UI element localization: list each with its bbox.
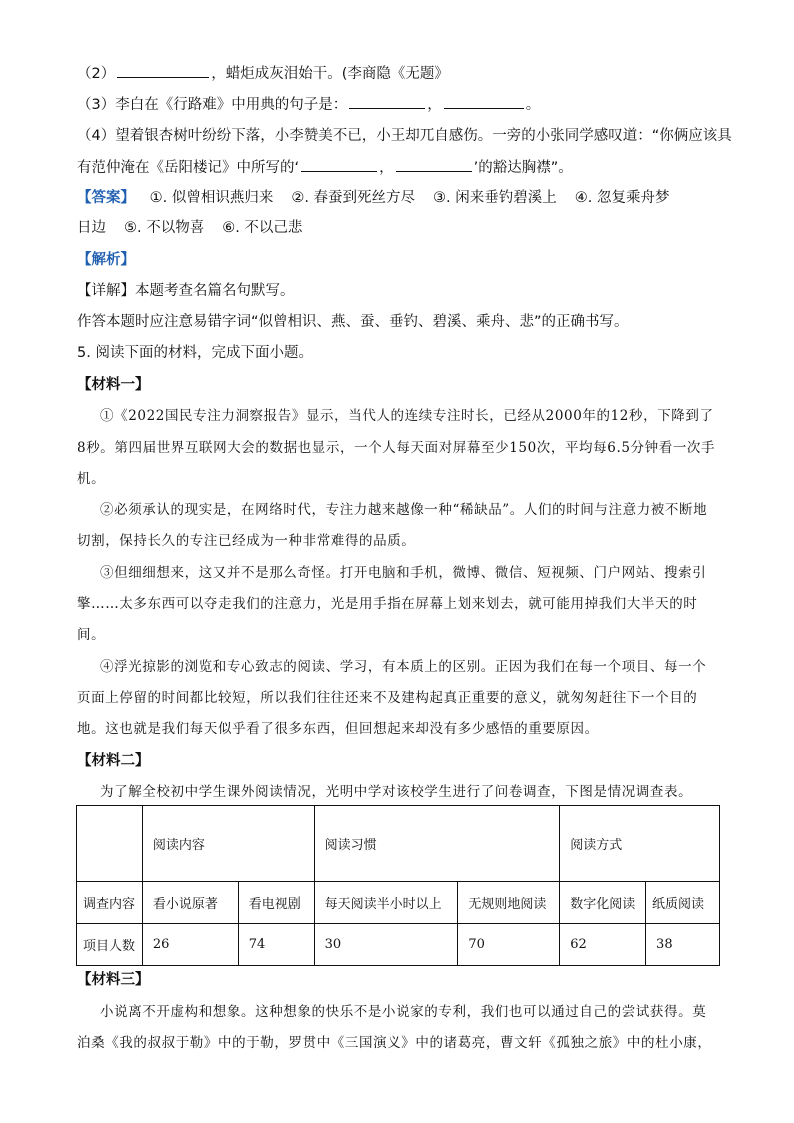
material-1-line-5: 切割，保持长久的专注已经成为一种非常难得的品质。 [77, 533, 416, 549]
question-2-number: （2） [77, 66, 116, 82]
answer-item-3: ③. 闲来垂钓碧溪上 [433, 190, 557, 206]
material-1-line-6: ③但细细想来，这又并不是那么奇怪。打开电脑和手机，微博、微信、短视频、门户网站、搜索引 [100, 565, 707, 581]
question-3-separator: ， [427, 97, 442, 113]
question-3-end: 。 [525, 97, 541, 113]
table-subheader: 数字化阅读 [560, 882, 646, 924]
answer-blank-4[interactable] [301, 157, 377, 172]
material-1-line-3: 机。 [77, 471, 106, 487]
question-4-text-a: 有范仲淹在《岳阳楼记》中所写的‘ [77, 160, 300, 176]
question-4-separator: ， [379, 160, 394, 176]
table-cell: 74 [238, 924, 314, 966]
question-4-line-1: （4）望着银杏树叶纷纷下落，小李赞美不已，小王却兀自感伤。一旁的小张同学感叹道：“你俩应该具 [77, 128, 732, 144]
answer-item-5: ⑤. 不以物喜 [124, 220, 205, 236]
answer-blank-2[interactable] [349, 94, 425, 109]
answer-blank-3[interactable] [444, 94, 524, 109]
answer-line-1 [77, 188, 727, 208]
answer-item-6: ⑥. 不以己悲 [222, 220, 303, 236]
question-3-line [77, 94, 727, 115]
answer-line-2 [77, 218, 727, 238]
question-3-number: （3） [77, 97, 116, 113]
table-row-label: 项目人数 [77, 924, 143, 966]
analysis-label: 【解析】 [77, 252, 135, 268]
table-cell: 70 [458, 924, 560, 966]
analysis-detail: 【详解】本题考查名篇名句默写。 [77, 283, 295, 299]
material-2-title: 【材料二】 [77, 753, 150, 769]
question-4-text-b: ’的豁达胸襟”。 [473, 160, 573, 176]
material-1-line-9: ④浮光掠影的浏览和专心致志的阅读、学习，有本质上的区别。正因为我们在每一个项目、每一个 [100, 659, 707, 675]
material-1-line-10: 页面上停留的时间都比较短，所以我们往往还来不及建构起真正重要的意义，就匆匆赶往下一个目的 [77, 690, 698, 706]
question-3-text: 李白在《行路难》中用典的句子是： [115, 97, 348, 113]
question-2-line [77, 63, 727, 84]
table-group-header: 阅读习惯 [314, 806, 560, 882]
table-cell: 30 [314, 924, 458, 966]
table-row [77, 806, 720, 882]
answer-item-4: ④. 忽复乘舟梦 [574, 190, 670, 206]
table-cell: 62 [560, 924, 646, 966]
material-1-line-11: 地。这也就是我们每天似乎看了很多东西，但回想起来却没有多少感悟的重要原因。 [77, 721, 599, 737]
material-3-line-2: 泊桑《我的叔叔于勒》中的于勒，罗贯中《三国演义》中的诸葛亮，曹文轩《孤独之旅》中的杜小康， [77, 1035, 712, 1051]
material-3-title: 【材料三】 [77, 972, 150, 988]
question-5-text: 5. 阅读下面的材料，完成下面小题。 [77, 345, 313, 361]
table-row [77, 924, 720, 966]
answer-label: 【答案】 [77, 190, 135, 206]
answer-item-1: ①. 似曾相识燕归来 [149, 190, 274, 206]
question-2-text: ，蜡炬成灰泪始干。(李商隐《无题》 [211, 66, 449, 82]
material-3-line-1: 小说离不开虚构和想象。这种想象的快乐不是小说家的专利，我们也可以通过自己的尝试获得。莫 [100, 1004, 707, 1020]
material-2-intro: 为了解全校初中学生课外阅读情况，光明中学对该校学生进行了问卷调查，下图是情况调查表。 [100, 784, 693, 800]
question-4-line-2 [77, 157, 727, 178]
material-1-line-2: 8秒。第四届世界互联网大会的数据也显示，一个人每天面对屏幕至少150次，平均每6.5分钟看一次手 [77, 440, 716, 456]
table-subheader: 纸质阅读 [646, 882, 720, 924]
survey-table [76, 805, 720, 966]
table-cell: 26 [142, 924, 238, 966]
table-row-label: 调查内容 [77, 882, 143, 924]
answer-blank-5[interactable] [396, 157, 472, 172]
table-cell: 38 [646, 924, 720, 966]
material-1-line-7: 擎……太多东西可以夺走我们的注意力，光是用手指在屏幕上划来划去，就可能用掉我们大半天的时 [77, 596, 698, 612]
material-1-line-8: 间。 [77, 627, 106, 643]
material-1-line-1: ①《2022国民专注力洞察报告》显示，当代人的连续专注时长，已经从2000年的12秒，下降到了 [100, 408, 714, 424]
table-subheader: 看小说原著 [142, 882, 238, 924]
material-1-line-4: ②必须承认的现实是，在网络时代，专注力越来越像一种“稀缺品”。人们的时间与注意力被不断地 [100, 502, 708, 518]
table-corner-cell [77, 806, 143, 882]
table-subheader: 看电视剧 [238, 882, 314, 924]
analysis-note: 作答本题时应注意易错字词“似曾相识、燕、蚕、垂钓、碧溪、乘舟、悲”的正确书写。 [77, 314, 629, 330]
table-subheader: 每天阅读半小时以上 [314, 882, 458, 924]
material-1-title: 【材料一】 [77, 377, 150, 393]
table-group-header: 阅读内容 [142, 806, 314, 882]
answer-item-2: ②. 春蚕到死丝方尽 [291, 190, 416, 206]
answer-line-2-lead: 日边 [77, 220, 106, 236]
table-group-header: 阅读方式 [560, 806, 720, 882]
table-row [77, 882, 720, 924]
table-subheader: 无规则地阅读 [458, 882, 560, 924]
answer-blank-1[interactable] [117, 63, 209, 78]
